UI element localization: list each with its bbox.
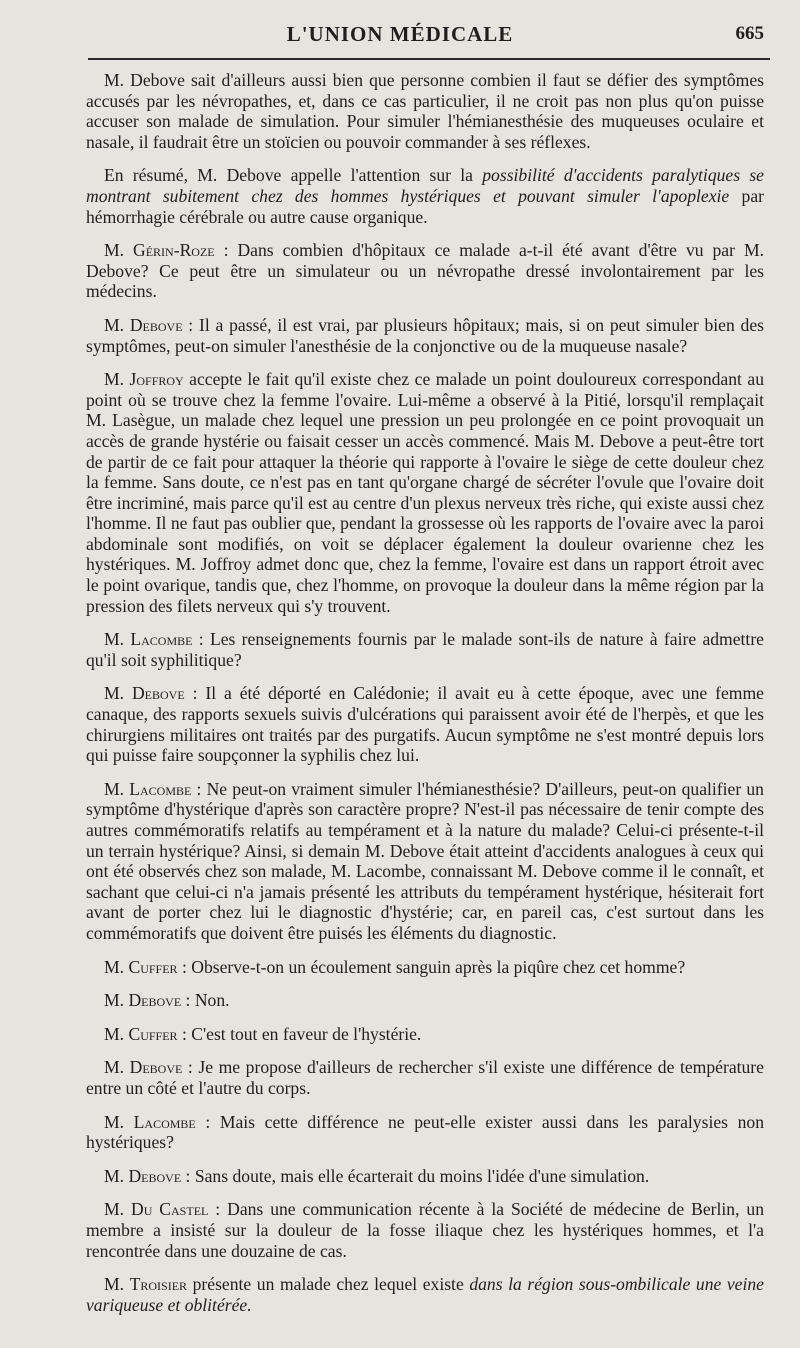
- page-number: 665: [735, 23, 764, 44]
- speaker-name: Debove: [131, 683, 185, 704]
- paragraph: M. Debove : Il a passé, il est vrai, par plusieurs hôpitaux; mais, si on peut simuler bien des symptômes, peut-on simuler l'anesthésie de la conjonctive ou de la muqueuse nasale?: [86, 314, 764, 356]
- paragraph: M. Debove sait d'ailleurs aussi bien que personne combien il faut se défier des symptômes accusés par les névropathes, et, dans ce cas particulier, il ne croit pas non plus qu'on puisse accuser son malade de simulation. Pour simuler l'hémianesthésie des muqueuses oculaire et nasale, il faudrait être un stoïcien ou pouvoir commander à ses réflexes.: [86, 70, 764, 152]
- paragraph: M. Debove : Non.: [104, 990, 230, 1011]
- speaker-name: Troisier: [129, 1274, 188, 1295]
- paragraph: En résumé, M. Debove appelle l'attention sur la possibilité d'accidents paralytiques se montrant subitement chez des hommes hystériques et pouvant simuler l'apoplexie par hémorrhagie cérébrale ou autre cause organique.: [86, 165, 764, 227]
- header-rule: [88, 58, 770, 60]
- paragraph: M. Debove : Il a été déporté en Calédonie; il avait eu à cette époque, avec une femme canaque, des rapports sexuels suivis d'ulcérations qui paraissent avoir été de l'herpès, et que les chirurgiens militaires ont traités par des purgatifs. Aucun symptôme ne s'est montré depuis lors qui puisse faire soupçonner la syphilis chez lui.: [86, 683, 764, 766]
- speaker-name: Debove: [128, 990, 182, 1011]
- speaker-name: Cuffer: [128, 956, 178, 977]
- paragraph: M. Lacombe : Les renseignements fournis par le malade sont-ils de nature à faire admettre qu'il soit syphilitique?: [86, 629, 764, 670]
- italic-phrase: dans la région sous-ombilicale une veine variqueuse et oblitérée.: [86, 1274, 764, 1315]
- paragraph: M. Du Castel : Dans une communication récente à la Société de médecine de Berlin, un membre a insisté sur la douleur de la fosse iliaque chez les hystériques hommes, et l'a rencontrée dans une douzaine de cas.: [86, 1199, 764, 1261]
- speaker-name: Lacombe: [129, 778, 192, 799]
- paragraph: M. Debove : Je me propose d'ailleurs de rechercher s'il existe une différence de température entre un côté et l'autre du corps.: [86, 1057, 764, 1098]
- speaker-name: Debove: [129, 1057, 183, 1078]
- paragraph: M. Lacombe : Mais cette différence ne peut-elle exister aussi dans les paralysies non hystériques?: [86, 1111, 764, 1153]
- paragraph: M. Troisier présente un malade chez lequel existe dans la région sous-ombilicale une veine variqueuse et oblitérée.: [86, 1274, 764, 1315]
- paragraph: M. Cuffer : C'est tout en faveur de l'hystérie.: [104, 1023, 422, 1044]
- speaker-name: Du Castel: [130, 1199, 209, 1220]
- speaker-name: Joffroy: [129, 369, 184, 390]
- paragraph: M. Gérin-Roze : Dans combien d'hôpitaux ce malade a-t-il été avant d'être vu par M. Debove? Ce peut être un simulateur ou un névropathe dressé involontairement par les médecins.: [86, 240, 764, 302]
- speaker-name: Lacombe: [130, 629, 193, 650]
- paragraph: M. Debove : Sans doute, mais elle écarterait du moins l'idée d'une simulation.: [104, 1165, 650, 1186]
- speaker-name: Debove: [128, 1165, 182, 1186]
- article-body: [86, 70, 764, 1328]
- paragraph: M. Lacombe : Ne peut-on vraiment simuler l'hémianesthésie? D'ailleurs, peut-on qualifier un symptôme d'hystérique d'après son caractère propre? N'est-il pas nécessaire de tenir compte des autres commémoratifs relatifs au tempérament et à la nature du malade? Celui-ci présente-t-il un terrain hystérique? Ainsi, si demain M. Debove était atteint d'accidents analogues à ceux qui ont été observés chez son malade, M. Lacombe, connaissant M. Debove comme il le connaît, et sachant que celui-ci n'a jamais présenté les attributs du tempérament hystérique, hésiterait fort avant de porter chez lui le diagnostic d'hystérie; car, en pareil cas, c'est surtout dans les commémoratifs que doivent être puisés les éléments du diagnostic.: [86, 778, 764, 943]
- page-header: [0, 22, 800, 54]
- italic-phrase: possibilité d'accidents paralytiques se montrant subitement chez des hommes hystériques et pouvant simuler l'apoplexie: [86, 165, 764, 206]
- speaker-name: Gérin-Roze: [133, 240, 215, 261]
- running-title: L'UNION MÉDICALE: [286, 22, 514, 46]
- paragraph: M. Cuffer : Observe-t-on un écoulement sanguin après la piqûre chez cet homme?: [104, 956, 686, 977]
- paragraph: M. Joffroy accepte le fait qu'il existe chez ce malade un point douloureux correspondant au point où se trouve chez la femme l'ovaire. Lui-même a observé à la Pitié, lorsqu'il remplaçait M. Lasègue, un malade chez lequel une pression un peu prolongée en ce point provoquait un accès de grande hystérie ou faisait cesser un accès commencé. Mais M. Debove a peut-être tort de partir de ce fait pour attaquer la théorie qui rapporte à l'ovaire le siège de cette douleur chez la femme. Sans doute, ce n'est pas en tant qu'organe chargé de sécréter l'ovule que l'ovaire doit être incriminé, mais parce qu'il est au centre d'un plexus nerveux très riche, qui existe aussi chez l'homme. Il ne faut pas oublier que, pendant la grossesse où les rapports de l'ovaire avec la paroi abdominale sont modifiés, on voit se déplacer également la douleur ovarienne chez les hystériques. M. Joffroy admet donc que, chez la femme, l'ovaire est dans un rapport étroit avec le point ovarique, tandis que, chez l'homme, on provoque la douleur dans la même région par la pression des filets nerveux qui s'y trouvent.: [86, 369, 764, 616]
- speaker-name: Debove: [129, 314, 183, 335]
- speaker-name: Cuffer: [128, 1023, 178, 1044]
- speaker-name: Lacombe: [133, 1111, 196, 1132]
